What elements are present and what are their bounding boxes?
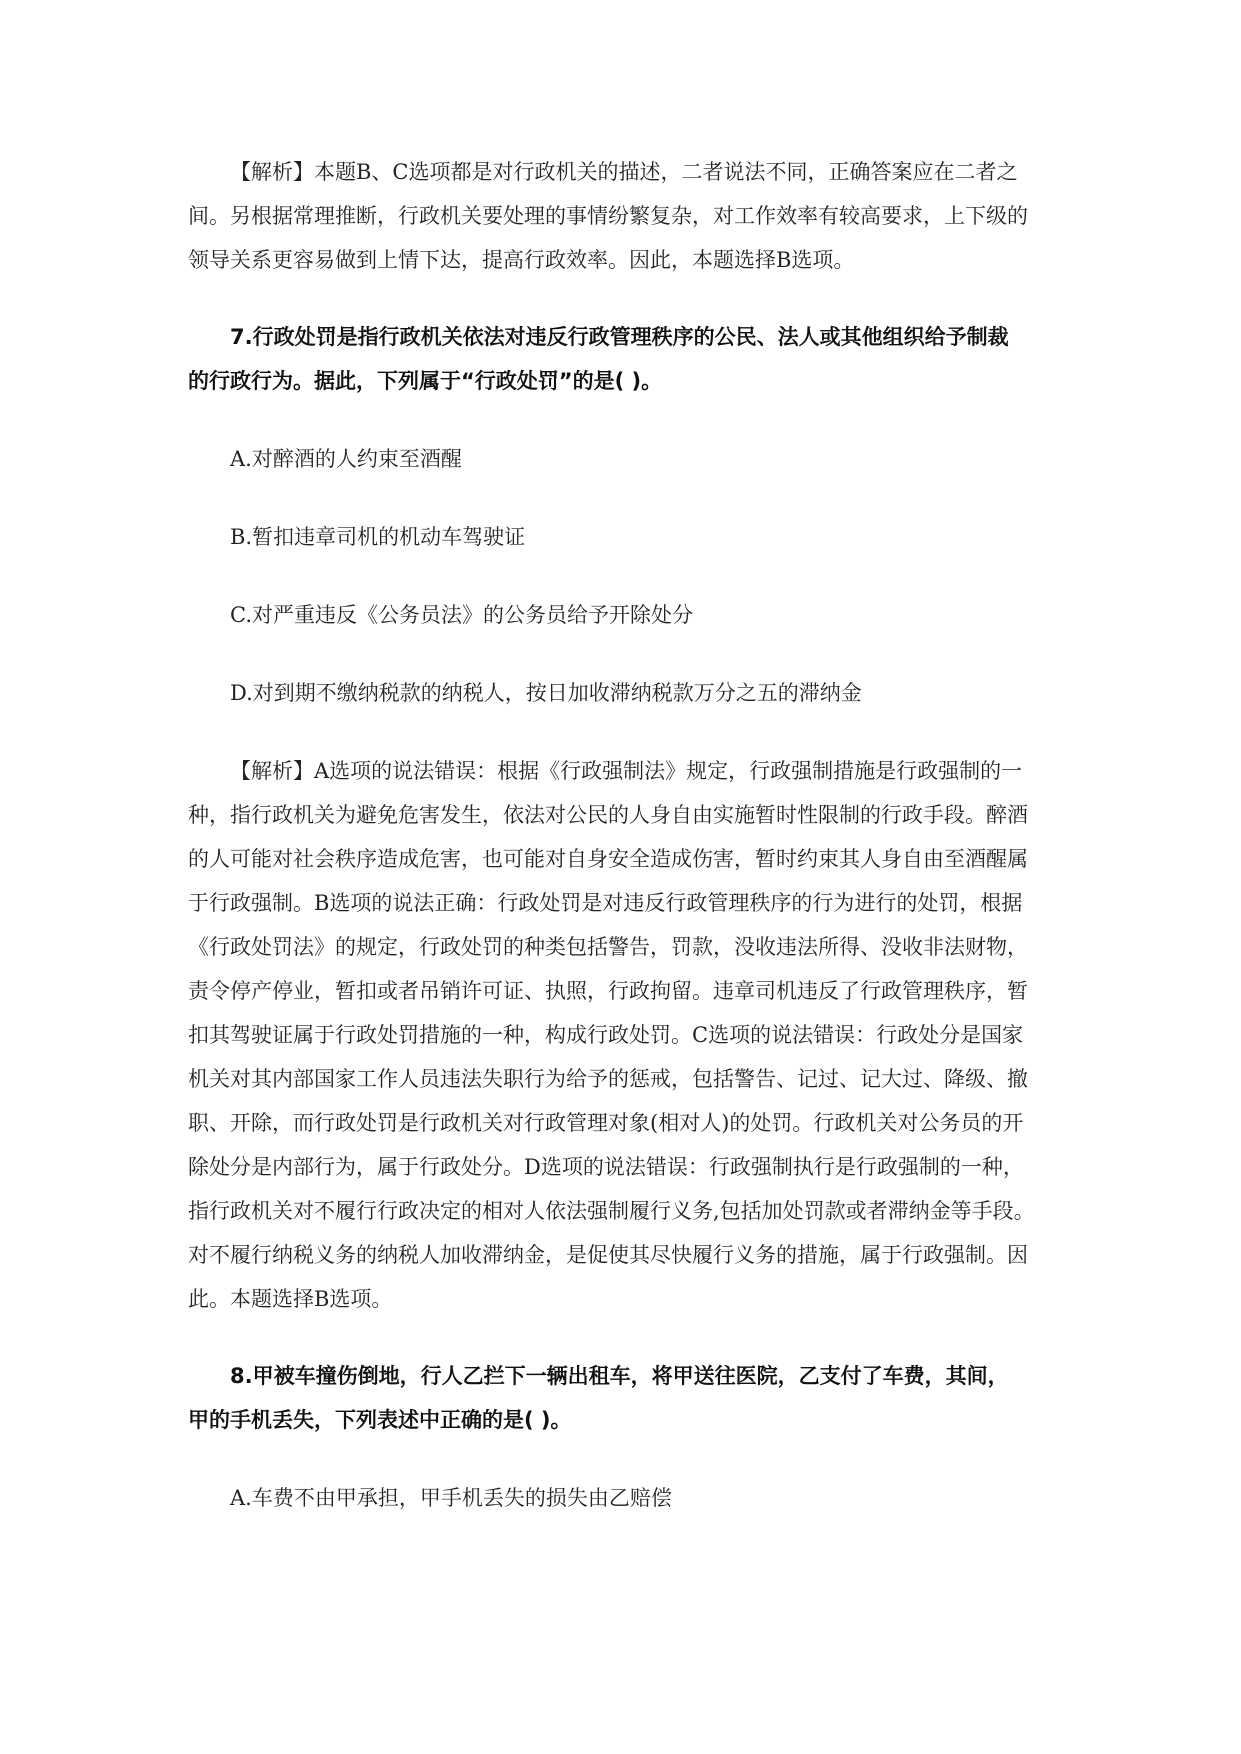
- q7-stem-line-2: 的行政行为。据此，下列属于“行政处罚”的是( )。: [188, 369, 663, 393]
- q7-analysis-line-10: 除处分是内部行为，属于行政处分。D选项的说法错误：行政强制执行是行政强制的一种，: [188, 1155, 1024, 1179]
- q7-analysis-line-11: 指行政机关对不履行行政决定的相对人依法强制履行义务,包括加处罚款或者滞纳金等手段。: [188, 1199, 1035, 1223]
- q7-analysis-line-3: 的人可能对社会秩序造成危害，也可能对自身安全造成伤害，暂时约束其人身自由至酒醒属: [188, 847, 1028, 871]
- q7-analysis: [188, 749, 1058, 1321]
- q7-analysis-line-13: 此。本题选择B选项。: [188, 1287, 393, 1311]
- q7-option-b: B.暂扣违章司机的机动车驾驶证: [230, 525, 526, 549]
- q6-analysis-line-2: 间。另根据常理推断，行政机关要处理的事情纷繁复杂，对工作效率有较高要求，上下级的: [188, 204, 1028, 228]
- q8-stem-line-2: 甲的手机丢失，下列表述中正确的是( )。: [188, 1408, 572, 1432]
- q7-analysis-line-2: 种，指行政机关为避免危害发生，依法对公民的人身自由实施暂时性限制的行政手段。醉酒: [188, 803, 1028, 827]
- q7-analysis-line-7: 扣其驾驶证属于行政处罚措施的一种，构成行政处罚。C选项的说法错误：行政处分是国家: [188, 1023, 1024, 1047]
- q7-stem-line-1: 7.行政处罚是指行政机关依法对违反行政管理秩序的公民、法人或其他组织给予制裁: [230, 325, 1009, 349]
- q6-analysis-line-1: 【解析】本题B、C选项都是对行政机关的描述，二者说法不同，正确答案应在二者之: [230, 160, 1018, 184]
- q7-analysis-line-4: 于行政强制。B选项的说法正确：行政处罚是对违反行政管理秩序的行为进行的处罚，根据: [188, 891, 1023, 915]
- q8-stem: [188, 1354, 1058, 1442]
- q6-analysis: [188, 150, 1058, 282]
- q7-analysis-line-12: 对不履行纳税义务的纳税人加收滞纳金，是促使其尽快履行义务的措施，属于行政强制。因: [188, 1243, 1028, 1267]
- q7-analysis-line-1: 【解析】A选项的说法错误：根据《行政强制法》规定，行政强制措施是行政强制的一: [230, 759, 1023, 783]
- q7-option-c: C.对严重违反《公务员法》的公务员给予开除处分: [230, 603, 693, 627]
- document-page: [188, 150, 1058, 1520]
- q6-analysis-line-3: 领导关系更容易做到上情下达，提高行政效率。因此，本题选择B选项。: [188, 248, 855, 272]
- q7-analysis-line-8: 机关对其内部国家工作人员违法失职行为给予的惩戒，包括警告、记过、记大过、降级、撤: [188, 1067, 1028, 1091]
- q7-analysis-line-6: 责令停产停业，暂扣或者吊销许可证、执照，行政拘留。违章司机违反了行政管理秩序，暂: [188, 979, 1028, 1003]
- q7-analysis-line-5: 《行政处罚法》的规定，行政处罚的种类包括警告，罚款，没收违法所得、没收非法财物，: [188, 935, 1028, 959]
- q7-option-d: D.对到期不缴纳税款的纳税人，按日加收滞纳税款万分之五的滞纳金: [230, 681, 862, 705]
- q7-analysis-line-9: 职、开除，而行政处罚是行政机关对行政管理对象(相对人)的处罚。行政机关对公务员的开: [188, 1111, 1024, 1135]
- q8-option-a: A.车费不由甲承担，甲手机丢失的损失由乙赔偿: [230, 1486, 672, 1510]
- q7-stem: [188, 315, 1058, 403]
- q8-stem-line-1: 8.甲被车撞伤倒地，行人乙拦下一辆出租车，将甲送往医院，乙支付了车费，其间，: [230, 1364, 1009, 1388]
- q7-option-a: A.对醉酒的人约束至酒醒: [230, 447, 462, 471]
